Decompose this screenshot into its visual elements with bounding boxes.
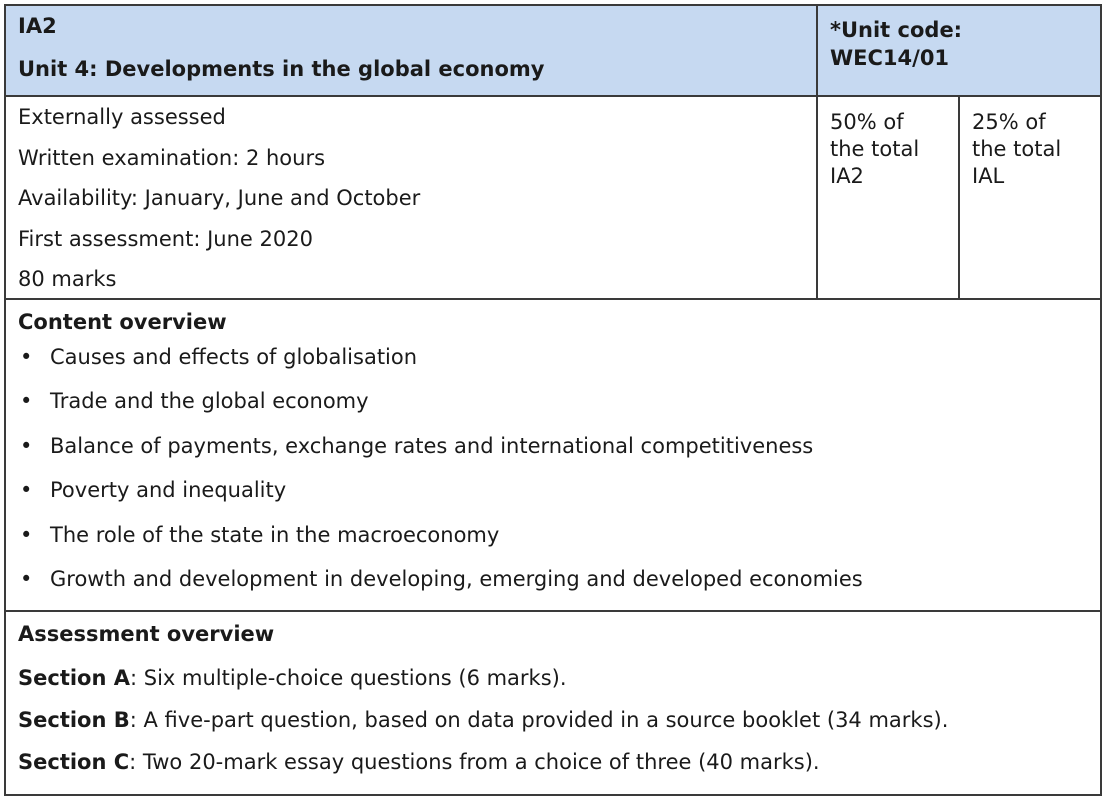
- info-availability: Availability: January, June and October: [18, 186, 421, 210]
- content-overview-title: Content overview: [18, 310, 227, 334]
- section-b-item: [18, 710, 1100, 752]
- list-item-text: Causes and effects of globalisation: [50, 345, 418, 369]
- list-item: [18, 480, 1100, 524]
- info-assessed: Externally assessed: [18, 105, 226, 129]
- section-text: : A five-part question, based on data provided in a source booklet (34 marks).: [129, 708, 949, 732]
- list-item: [18, 347, 1100, 391]
- qualification-level: IA2: [18, 14, 57, 38]
- list-item-text: Growth and development in developing, emerging and developed economies: [50, 566, 863, 591]
- section-label: Section B: [18, 708, 130, 732]
- unit-code-cell: [818, 6, 1100, 95]
- weight-ia2-line: 50% of: [830, 110, 904, 134]
- info-first-assessment: First assessment: June 2020: [18, 226, 313, 251]
- info-marks: 80 marks: [18, 267, 117, 291]
- list-item: [18, 433, 1100, 480]
- content-overview-list: [18, 347, 1100, 613]
- list-item: [18, 566, 1100, 613]
- bullet-icon: •: [20, 345, 33, 369]
- assessment-overview-title: Assessment overview: [18, 622, 275, 646]
- bullet-icon: •: [20, 566, 33, 591]
- weight-ial-line: 25% of: [972, 110, 1046, 134]
- list-item-text: Trade and the global economy: [50, 389, 369, 414]
- weight-ia2-cell: [818, 97, 960, 298]
- list-item-text: Poverty and inequality: [50, 478, 287, 503]
- section-text: : Six multiple-choice questions (6 marks).: [130, 666, 567, 690]
- header-row: [6, 6, 1100, 97]
- assessment-overview-row: [6, 612, 1100, 794]
- bullet-icon: •: [20, 478, 33, 503]
- weight-ial-line: IAL: [972, 164, 1005, 188]
- content-overview-row: [6, 300, 1100, 612]
- list-item-text: The role of the state in the macroeconomy: [50, 522, 500, 547]
- unit-code-value: WEC14/01: [830, 46, 950, 70]
- unit-spec-table: [4, 4, 1102, 796]
- section-a-item: [18, 668, 1100, 710]
- bullet-icon: •: [20, 522, 33, 547]
- list-item-text: Balance of payments, exchange rates and international competitiveness: [50, 433, 814, 458]
- list-item: [18, 522, 1100, 569]
- weight-ial-line: the total: [972, 137, 1062, 161]
- assessment-info-cell: [6, 97, 818, 298]
- section-text: : Two 20-mark essay questions from a choice of three (40 marks).: [129, 750, 820, 774]
- unit-title-cell: [6, 6, 818, 95]
- weight-ia2-line: IA2: [830, 164, 864, 188]
- list-item: [18, 391, 1100, 435]
- section-label: Section C: [18, 750, 130, 774]
- weight-ia2-line: the total: [830, 137, 920, 161]
- bullet-icon: •: [20, 433, 33, 458]
- info-row: [6, 97, 1100, 300]
- bullet-icon: •: [20, 389, 33, 414]
- info-duration: Written examination: 2 hours: [18, 145, 326, 170]
- weight-ial-cell: [960, 97, 1100, 298]
- unit-code-label: *Unit code:: [830, 18, 963, 42]
- section-c-item: [18, 752, 1100, 794]
- unit-title: Unit 4: Developments in the global economy: [18, 57, 545, 81]
- section-label: Section A: [18, 666, 130, 690]
